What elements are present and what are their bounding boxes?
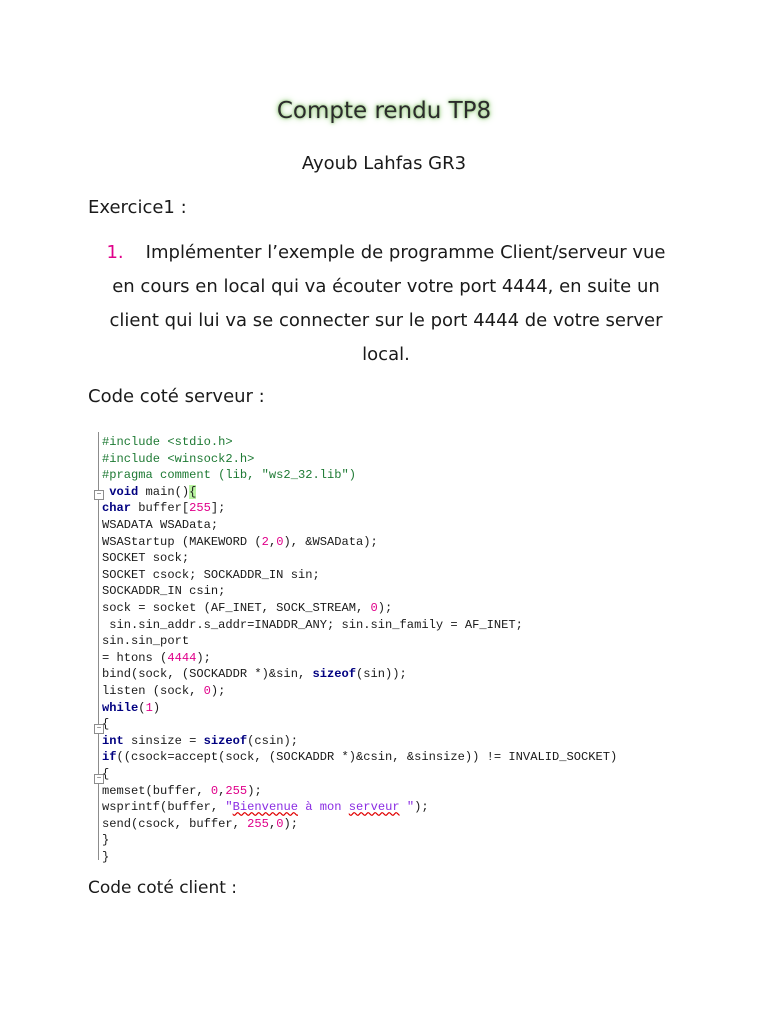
fold-toggle-icon: − — [94, 774, 104, 784]
code-line: } — [102, 833, 110, 848]
author-line: Ayoub Lahfas GR3 — [301, 153, 467, 174]
fold-toggle-icon: − — [94, 490, 104, 500]
code-line: sin.sin_addr.s_addr=INADDR_ANY; sin.sin_family = AF_INET; — [102, 617, 523, 632]
server-code-screenshot — [88, 432, 680, 862]
code-line: sock = socket (AF_INET, SOCK_STREAM, 0); — [102, 601, 393, 615]
code-line: int sinsize = sizeof(csin); — [102, 733, 298, 748]
code-line: #pragma comment (lib, "ws2_32.lib") — [102, 468, 357, 483]
code-line: bind(sock, (SOCKADDR *)&sin, sizeof(sin)); — [102, 667, 407, 682]
server-code-heading: Code coté serveur : — [88, 386, 265, 407]
code-line: if((csock=accept(sock, (SOCKADDR *)&csin, &sinsize)) != INVALID_SOCKET) — [102, 750, 618, 765]
code-line: memset(buffer, 0,255); — [102, 783, 262, 798]
code-line: wsprintf(buffer, "Bienvenue à mon serveur "); — [102, 800, 429, 815]
code-line: sin.sin_port — [102, 634, 190, 649]
client-code-heading: Code coté client : — [88, 878, 238, 898]
code-line: { — [102, 717, 110, 732]
exercise-heading: Exercice1 : — [88, 197, 187, 218]
code-line: SOCKET csock; SOCKADDR_IN sin; — [102, 567, 320, 582]
question-paragraph — [96, 236, 676, 372]
document-title: Compte rendu TP8 — [276, 98, 492, 124]
fold-toggle-icon: − — [94, 724, 104, 734]
code-line: void main(){ — [109, 484, 197, 499]
code-line: listen (sock, 0); — [102, 684, 226, 698]
code-line: SOCKET sock; — [102, 551, 190, 566]
code-line: { — [102, 767, 110, 781]
code-line: #include <stdio.h> — [102, 435, 233, 449]
code-line: WSADATA WSAData; — [102, 518, 219, 532]
code-line: while(1) — [102, 700, 161, 715]
code-line: send(csock, buffer, 255,0); — [102, 816, 298, 831]
code-line: = htons (4444); — [102, 650, 211, 665]
code-line: SOCKADDR_IN csin; — [102, 584, 226, 599]
code-line: char buffer[255]; — [102, 501, 226, 516]
code-line: #include <winsock2.h> — [102, 451, 255, 466]
question-number: 1. — [106, 242, 124, 263]
code-line: } — [102, 850, 110, 864]
question-text: Implémenter l’exemple de programme Client/serveur vue en cours en local qui va écouter votre port 4444, en suite un client qui lui va se connecter sur le port 4444 de votre server local. — [109, 242, 666, 365]
code-line: WSAStartup (MAKEWORD (2,0), &WSAData); — [102, 534, 378, 549]
